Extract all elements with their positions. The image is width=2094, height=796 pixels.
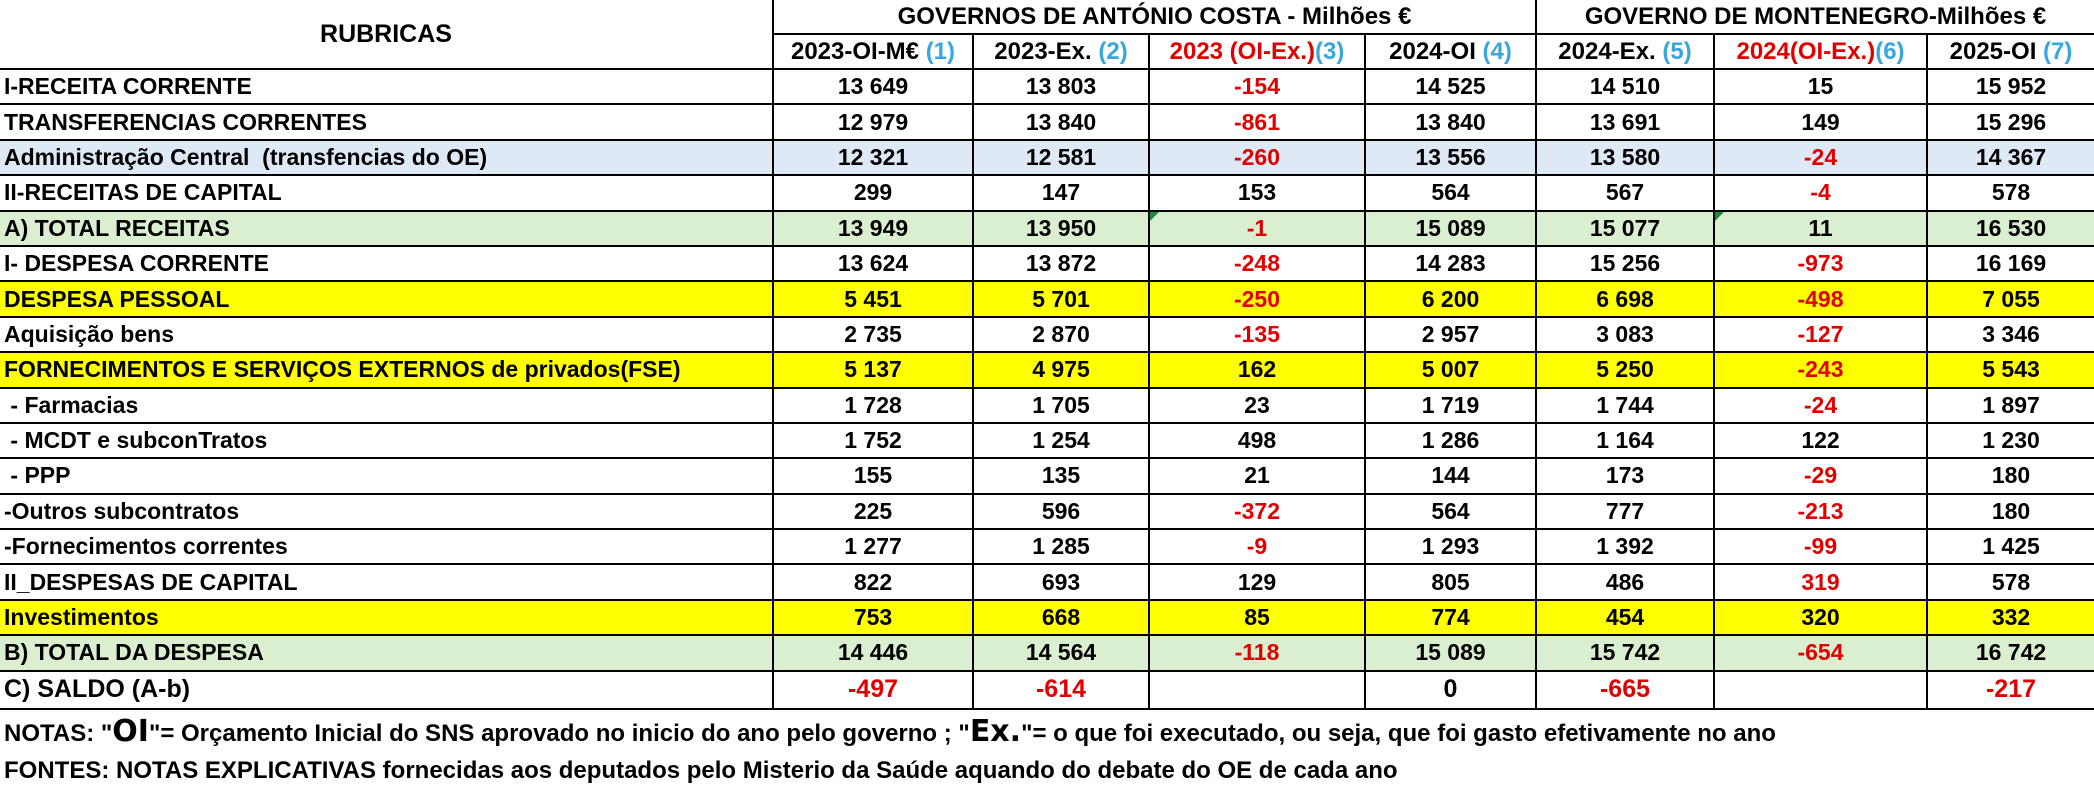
table-cell: -861: [1149, 104, 1365, 139]
column-header-number: (1): [925, 37, 956, 65]
table-cell: 1 425: [1927, 529, 2094, 564]
table-cell: 1 254: [973, 423, 1149, 458]
table-cell: 13 840: [973, 104, 1149, 139]
table-cell: 486: [1536, 564, 1714, 599]
table-cell: 21: [1149, 458, 1365, 493]
table-cell: 564: [1365, 175, 1536, 210]
table-cell: -372: [1149, 494, 1365, 529]
table-cell: 320: [1714, 600, 1927, 635]
column-header: [1536, 34, 1714, 69]
table-cell: -498: [1714, 281, 1927, 316]
table-row: [0, 600, 2094, 635]
table-cell: 12 321: [773, 140, 973, 175]
table-row: [0, 529, 2094, 564]
table-cell: 13 691: [1536, 104, 1714, 139]
table-cell: 13 649: [773, 69, 973, 104]
table-cell: 13 556: [1365, 140, 1536, 175]
notes-line: [0, 710, 2094, 756]
table-row: [0, 140, 2094, 175]
table-cell: 162: [1149, 352, 1365, 387]
table-cell: 567: [1536, 175, 1714, 210]
table-cell: 1 728: [773, 388, 973, 423]
table-cell: 4 975: [973, 352, 1149, 387]
group-header-montenegro: GOVERNO DE MONTENEGRO-Milhões €: [1536, 0, 2094, 34]
row-label: A) TOTAL RECEITAS: [0, 211, 773, 246]
saldo-cell: 0: [1365, 671, 1536, 709]
column-header-label: 2023-Ex.: [994, 37, 1099, 65]
table-cell: -24: [1714, 140, 1927, 175]
table-cell: 1 285: [973, 529, 1149, 564]
table-cell: 173: [1536, 458, 1714, 493]
column-header-label: 2025-OI: [1949, 37, 2044, 65]
saldo-cell: -497: [773, 671, 973, 709]
table-cell: 578: [1927, 564, 2094, 599]
table-cell: 5 701: [973, 281, 1149, 316]
table-cell: 15 952: [1927, 69, 2094, 104]
table-cell: 16 530: [1927, 211, 2094, 246]
table-cell: 332: [1927, 600, 2094, 635]
table-cell: -250: [1149, 281, 1365, 316]
table-cell: 1 744: [1536, 388, 1714, 423]
table-cell: 1 752: [773, 423, 973, 458]
table-cell: 805: [1365, 564, 1536, 599]
table-cell: 14 446: [773, 635, 973, 670]
table-cell: 5 250: [1536, 352, 1714, 387]
table-cell: 5 451: [773, 281, 973, 316]
table-row: [0, 388, 2094, 423]
row-label: B) TOTAL DA DESPESA: [0, 635, 773, 670]
table-cell: 16 742: [1927, 635, 2094, 670]
notes-mid: "= Orçamento Inicial do SNS aprovado no inicio do ano pelo governo ; ": [148, 719, 970, 747]
table-cell: -118: [1149, 635, 1365, 670]
table-cell: -127: [1714, 317, 1927, 352]
table-cell: 693: [973, 564, 1149, 599]
table-cell: 155: [773, 458, 973, 493]
column-header-label: 2024-Ex.: [1558, 37, 1663, 65]
table-cell: 144: [1365, 458, 1536, 493]
table-cell: 2 870: [973, 317, 1149, 352]
table-cell: 3 083: [1536, 317, 1714, 352]
header-row-groups: [0, 0, 2094, 34]
table-cell: 2 735: [773, 317, 973, 352]
table-row: [0, 494, 2094, 529]
table-cell: -9: [1149, 529, 1365, 564]
table-cell: -154: [1149, 69, 1365, 104]
table-cell: 15 296: [1927, 104, 2094, 139]
table-cell: 129: [1149, 564, 1365, 599]
table-cell: 15 089: [1365, 211, 1536, 246]
table-cell: 299: [773, 175, 973, 210]
table-cell: 1 164: [1536, 423, 1714, 458]
row-label: DESPESA PESSOAL: [0, 281, 773, 316]
table-cell: 1 286: [1365, 423, 1536, 458]
table-cell: 5 543: [1927, 352, 2094, 387]
column-header: [1714, 34, 1927, 69]
column-header-number: (6): [1875, 37, 1905, 65]
table-cell: 15 077: [1536, 211, 1714, 246]
column-header-label: 2023-OI-M€: [790, 37, 926, 65]
column-header: [1365, 34, 1536, 69]
table-cell: 454: [1536, 600, 1714, 635]
table-cell: 13 580: [1536, 140, 1714, 175]
column-header-label: 2024-OI: [1389, 37, 1483, 65]
saldo-cell: -614: [973, 671, 1149, 709]
table-cell: 1 897: [1927, 388, 2094, 423]
table-cell: 135: [973, 458, 1149, 493]
column-header-label: 2024(OI-Ex.): [1736, 37, 1876, 65]
table-row: [0, 458, 2094, 493]
row-label: Investimentos: [0, 600, 773, 635]
row-label: I-RECEITA CORRENTE: [0, 69, 773, 104]
table-cell: 15: [1714, 69, 1927, 104]
table-row: [0, 423, 2094, 458]
table-cell: 12 581: [973, 140, 1149, 175]
column-header-number: (2): [1098, 37, 1128, 65]
table-cell: 6 698: [1536, 281, 1714, 316]
row-label: -Fornecimentos correntes: [0, 529, 773, 564]
table-cell: -135: [1149, 317, 1365, 352]
table-cell: 13 803: [973, 69, 1149, 104]
column-header-number: (7): [2043, 37, 2073, 65]
notes-ex: Ex.: [969, 713, 1022, 749]
table-cell: 149: [1714, 104, 1927, 139]
row-label: TRANSFERENCIAS CORRENTES: [0, 104, 773, 139]
saldo-cell: -217: [1927, 671, 2094, 709]
table-cell: 15 256: [1536, 246, 1714, 281]
table-row: [0, 69, 2094, 104]
table-cell: 1 392: [1536, 529, 1714, 564]
table-cell: 1 293: [1365, 529, 1536, 564]
saldo-cell: -665: [1536, 671, 1714, 709]
table-cell: 5 137: [773, 352, 973, 387]
column-header: [773, 34, 973, 69]
saldo-label: C) SALDO (A-b): [0, 671, 773, 709]
notes-prefix: NOTAS: ": [4, 719, 113, 747]
table-cell: 596: [973, 494, 1149, 529]
table-cell: 13 624: [773, 246, 973, 281]
table-cell: 153: [1149, 175, 1365, 210]
table-cell: 822: [773, 564, 973, 599]
column-header-number: (4): [1482, 37, 1512, 65]
table-row: [0, 352, 2094, 387]
table-cell: 180: [1927, 494, 2094, 529]
table-cell: 122: [1714, 423, 1927, 458]
table-cell: 1 719: [1365, 388, 1536, 423]
table-cell: 13 840: [1365, 104, 1536, 139]
table-row: [0, 246, 2094, 281]
table-cell: -29: [1714, 458, 1927, 493]
row-label: II_DESPESAS DE CAPITAL: [0, 564, 773, 599]
table-cell: 1 230: [1927, 423, 2094, 458]
table-cell: 3 346: [1927, 317, 2094, 352]
table-cell: -243: [1714, 352, 1927, 387]
column-header-number: (3): [1315, 37, 1345, 65]
table-cell: 11: [1714, 211, 1927, 246]
saldo-cell: [1149, 671, 1365, 709]
table-cell: -973: [1714, 246, 1927, 281]
table-row: [0, 281, 2094, 316]
table-cell: 2 957: [1365, 317, 1536, 352]
column-header: [973, 34, 1149, 69]
saldo-row: [0, 671, 2094, 709]
table-cell: 668: [973, 600, 1149, 635]
row-label: Aquisição bens: [0, 317, 773, 352]
table-cell: 7 055: [1927, 281, 2094, 316]
table-cell: 753: [773, 600, 973, 635]
table-cell: 12 979: [773, 104, 973, 139]
row-label: - Farmacias: [0, 388, 773, 423]
table-cell: 319: [1714, 564, 1927, 599]
row-label: FORNECIMENTOS E SERVIÇOS EXTERNOS de privados(FSE): [0, 352, 773, 387]
table-row: [0, 317, 2094, 352]
row-label: - MCDT e subconTratos: [0, 423, 773, 458]
table-cell: -213: [1714, 494, 1927, 529]
table-cell: 15 742: [1536, 635, 1714, 670]
table-cell: 14 564: [973, 635, 1149, 670]
notes-suffix: "= o que foi executado, ou seja, que foi gasto efetivamente no ano: [1021, 719, 1776, 747]
table-cell: -1: [1149, 211, 1365, 246]
row-label: I- DESPESA CORRENTE: [0, 246, 773, 281]
notes-oi: OI: [112, 713, 149, 749]
column-header-number: (5): [1662, 37, 1692, 65]
table-cell: 14 367: [1927, 140, 2094, 175]
table-cell: 1 705: [973, 388, 1149, 423]
row-label: II-RECEITAS DE CAPITAL: [0, 175, 773, 210]
table-cell: 225: [773, 494, 973, 529]
table-row: [0, 175, 2094, 210]
table-cell: 14 525: [1365, 69, 1536, 104]
saldo-cell: [1714, 671, 1927, 709]
table-cell: 14 510: [1536, 69, 1714, 104]
table-cell: 16 169: [1927, 246, 2094, 281]
table-cell: 85: [1149, 600, 1365, 635]
row-label: - PPP: [0, 458, 773, 493]
table-row: [0, 635, 2094, 670]
column-header-label: 2023 (OI-Ex.): [1169, 37, 1316, 65]
table-cell: 6 200: [1365, 281, 1536, 316]
table-row: [0, 211, 2094, 246]
table-row: [0, 564, 2094, 599]
table-cell: 15 089: [1365, 635, 1536, 670]
table-cell: 564: [1365, 494, 1536, 529]
table-row: [0, 104, 2094, 139]
table-cell: -24: [1714, 388, 1927, 423]
table-cell: 777: [1536, 494, 1714, 529]
column-header: [1927, 34, 2094, 69]
table-cell: -654: [1714, 635, 1927, 670]
table-cell: -4: [1714, 175, 1927, 210]
table-cell: 13 949: [773, 211, 973, 246]
table-cell: 498: [1149, 423, 1365, 458]
table-cell: -260: [1149, 140, 1365, 175]
table-cell: 180: [1927, 458, 2094, 493]
group-header-costa: GOVERNOS DE ANTÓNIO COSTA - Milhões €: [773, 0, 1536, 34]
table-cell: -99: [1714, 529, 1927, 564]
table-cell: 23: [1149, 388, 1365, 423]
column-header: [1149, 34, 1365, 69]
rubricas-header: RUBRICAS: [0, 0, 773, 69]
table-cell: 1 277: [773, 529, 973, 564]
table-cell: 5 007: [1365, 352, 1536, 387]
row-label: Administração Central (transfencias do OE): [0, 140, 773, 175]
table-cell: 774: [1365, 600, 1536, 635]
row-label: -Outros subcontratos: [0, 494, 773, 529]
table-cell: 147: [973, 175, 1149, 210]
table-cell: 578: [1927, 175, 2094, 210]
table-cell: 13 872: [973, 246, 1149, 281]
table-cell: -248: [1149, 246, 1365, 281]
table-cell: 14 283: [1365, 246, 1536, 281]
table-cell: 13 950: [973, 211, 1149, 246]
sources-line: FONTES: NOTAS EXPLICATIVAS fornecidas aos deputados pelo Misterio da Saúde aquando do debate do OE de cada ano: [4, 756, 1398, 784]
